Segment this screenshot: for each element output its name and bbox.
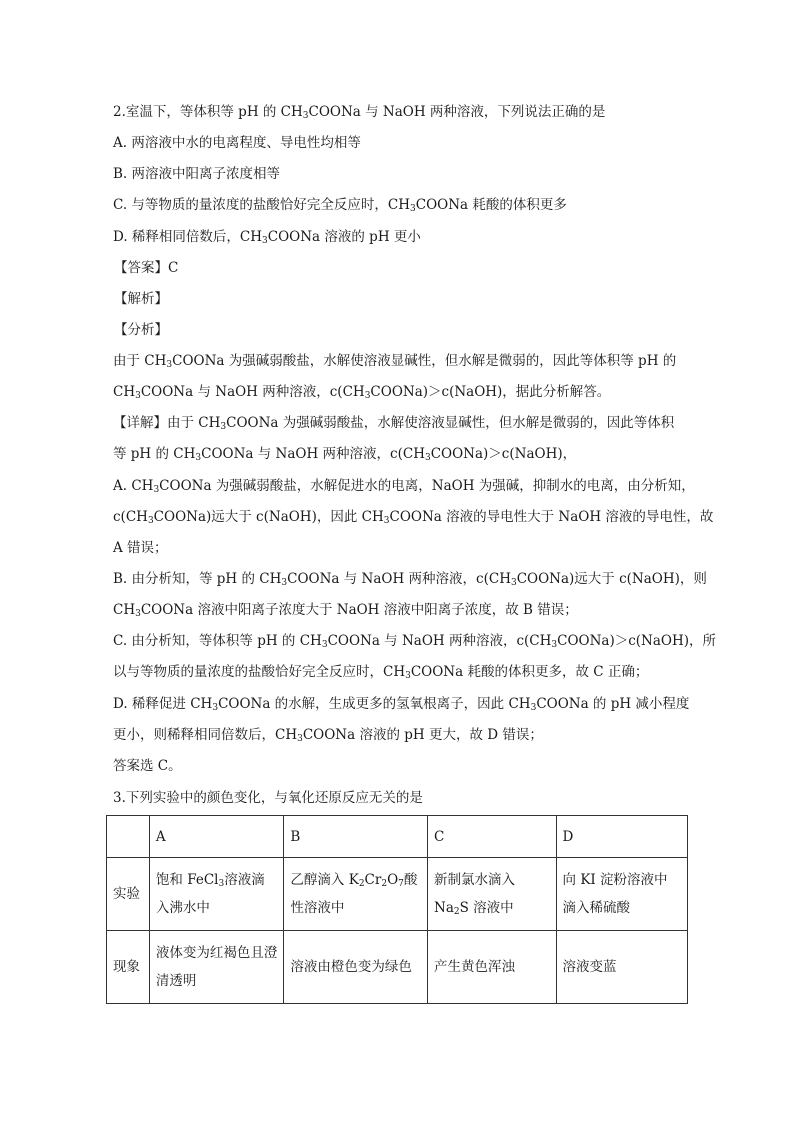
row-label-cell: 实验: [107, 858, 150, 931]
detail-line: 以与等物质的量浓度的盐酸恰好完全反应时，$CH_3COONa$ 耗酸的体积更多，故 C 正确；: [113, 664, 649, 681]
detail-line: A 错误；: [113, 540, 168, 556]
table-header-row: [107, 816, 688, 858]
table-cell: 溶液变蓝: [556, 931, 687, 1004]
table-header-cell: A: [149, 816, 284, 858]
option-b: B. 两溶液中阳离子浓度相等: [113, 166, 281, 182]
option-a: A. 两溶液中水的电离程度、导电性均相等: [113, 135, 361, 151]
analysis-heading: 【解析】: [114, 291, 168, 307]
table-cell: 产生黄色浑浊: [428, 931, 557, 1004]
detail-line: A. $CH_3COONa$ 为强碱弱酸盐，水解促进水的电离，NaOH 为强碱，抑制水的电离，由分析知，: [113, 478, 695, 495]
detail-line: $c(CH_3COONa)$远大于 c(NaOH)，因此 $CH_3COONa$ 溶液的导电性大于 NaOH 溶液的导电性，故: [113, 509, 714, 526]
analysis-line: 由于 $CH_3COONa$ 为强碱弱酸盐，水解使溶液显碱性，但水解是微弱的，因此等体积等 pH 的: [113, 353, 677, 370]
detail-line: D. 稀释促进 $CH_3COONa$ 的水解，生成更多的氢氧根离子，因此 $CH_3COONa$ 的 pH 减小程度: [113, 696, 690, 713]
table-cell: 液体变为红褐色且澄清透明: [149, 931, 284, 1004]
final-answer-line: 答案选 C。: [113, 758, 182, 774]
detail-line: 等 pH 的 $CH_3COONa$ 与 NaOH 两种溶液，$c(CH_3COONa)>c(NaOH)$，: [113, 446, 577, 463]
analysis-subheading: 【分析】: [114, 322, 168, 338]
table-cell: 新制氯水滴入 $Na_2S$ 溶液中: [428, 858, 557, 931]
detail-line: C. 由分析知，等体积等 pH 的 $CH_3COONa$ 与 NaOH 两种溶液，$c(CH_3COONa)>c(NaOH)$，所: [113, 633, 717, 650]
detail-line: B. 由分析知，等 pH 的 $CH_3COONa$ 与 NaOH 两种溶液，$c(CH_3COONa)$远大于 c(NaOH)，则: [113, 571, 707, 588]
table-header-cell: C: [428, 816, 557, 858]
detail-line: $CH_3COONa$ 溶液中阳离子浓度大于 NaOH 溶液中阳离子浓度，故 B 错误；: [113, 602, 578, 619]
table-row: [107, 931, 688, 1004]
table-header-cell: [107, 816, 150, 858]
table-row: [107, 858, 688, 931]
analysis-line: $CH_3COONa$ 与 NaOH 两种溶液，$c(CH_3COONa)>c(NaOH)$，据此分析解答。: [113, 384, 611, 401]
question-3-table: [106, 815, 688, 1004]
table-cell: 乙醇滴入 $K_2Cr_2O_7$酸性溶液中: [284, 858, 428, 931]
table-header-cell: D: [556, 816, 687, 858]
answer-label: 【答案】C: [114, 260, 179, 276]
detail-line: 更小，则稀释相同倍数后，$CH_3COONa$ 溶液的 pH 更大，故 D 错误；: [113, 727, 543, 744]
table-cell: 溶液由橙色变为绿色: [284, 931, 428, 1004]
option-c: C. 与等物质的量浓度的盐酸恰好完全反应时，$CH_3COONa$ 耗酸的体积更多: [113, 197, 567, 214]
table-cell: 饱和 FeCl$_3$溶液滴入沸水中: [149, 858, 284, 931]
detail-line: 【详解】由于 $CH_3COONa$ 为强碱弱酸盐，水解使溶液显碱性，但水解是微弱的，因此等体积: [113, 415, 675, 432]
option-d: D. 稀释相同倍数后，$CH_3COONa$ 溶液的 pH 更小: [113, 229, 421, 246]
question-2-stem: 2.室温下，等体积等 pH 的 $CH_3COONa$ 与 NaOH 两种溶液，下列说法正确的是: [113, 104, 606, 121]
row-label-cell: 现象: [107, 931, 150, 1004]
table-header-cell: B: [284, 816, 428, 858]
table-cell: 向 KI 淀粉溶液中滴入稀硫酸: [556, 858, 687, 931]
question-3-stem: 3.下列实验中的颜色变化，与氧化还原反应无关的是: [113, 790, 423, 806]
